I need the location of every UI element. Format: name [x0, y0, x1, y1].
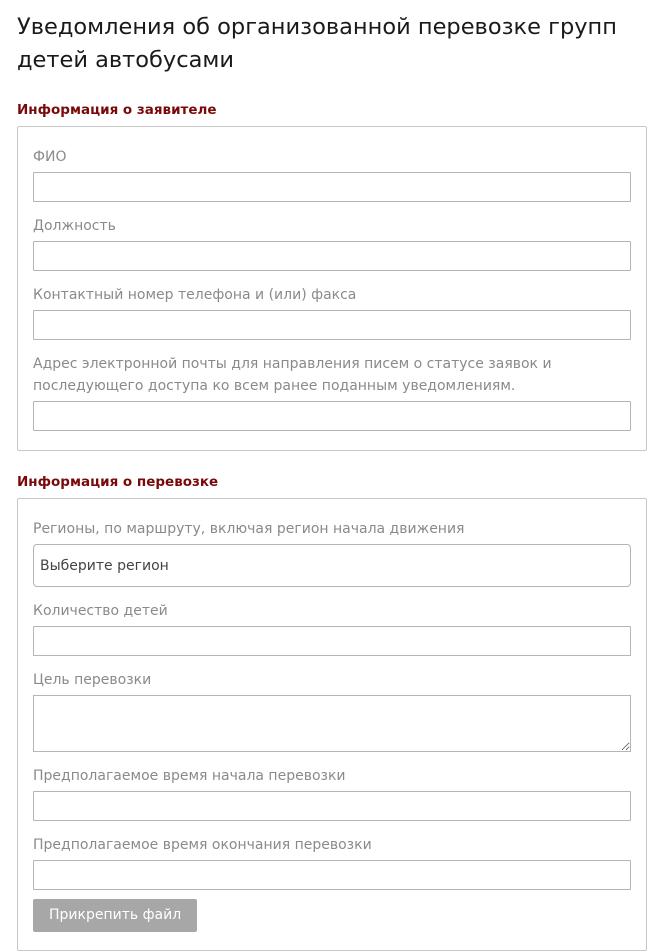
end-time-label: Предполагаемое время окончания перевозки — [33, 837, 372, 853]
fio-input[interactable] — [33, 172, 631, 202]
start-time-input[interactable] — [33, 791, 631, 821]
email-input[interactable] — [33, 401, 631, 431]
regions-label: Регионы, по маршруту, включая регион начала движения — [33, 521, 465, 537]
end-time-input[interactable] — [33, 860, 631, 890]
start-time-label: Предполагаемое время начала перевозки — [33, 768, 346, 784]
applicant-section-title: Информация о заявителе — [17, 102, 217, 118]
region-select[interactable] — [33, 544, 631, 587]
transport-section-title: Информация о перевозке — [17, 474, 219, 490]
fio-label: ФИО — [33, 149, 67, 165]
purpose-textarea[interactable] — [33, 695, 631, 752]
applicant-section — [17, 126, 647, 451]
position-input[interactable] — [33, 241, 631, 271]
phone-input[interactable] — [33, 310, 631, 340]
children-count-label: Количество детей — [33, 603, 168, 619]
children-count-input[interactable] — [33, 626, 631, 656]
transport-section — [17, 498, 647, 951]
region-select-placeholder: Выберите регион — [40, 557, 169, 574]
phone-label: Контактный номер телефона и (или) факса — [33, 287, 357, 303]
email-label: Адрес электронной почты для направления писем о статусе заявок и последующего доступа ко всем ранее поданным уведомлениям. — [33, 356, 552, 394]
position-label: Должность — [33, 218, 116, 234]
attach-file-button[interactable]: Прикрепить файл — [33, 899, 197, 932]
purpose-label: Цель перевозки — [33, 672, 152, 688]
page-title: Уведомления об организованной перевозке групп детей автобусами — [17, 14, 617, 73]
